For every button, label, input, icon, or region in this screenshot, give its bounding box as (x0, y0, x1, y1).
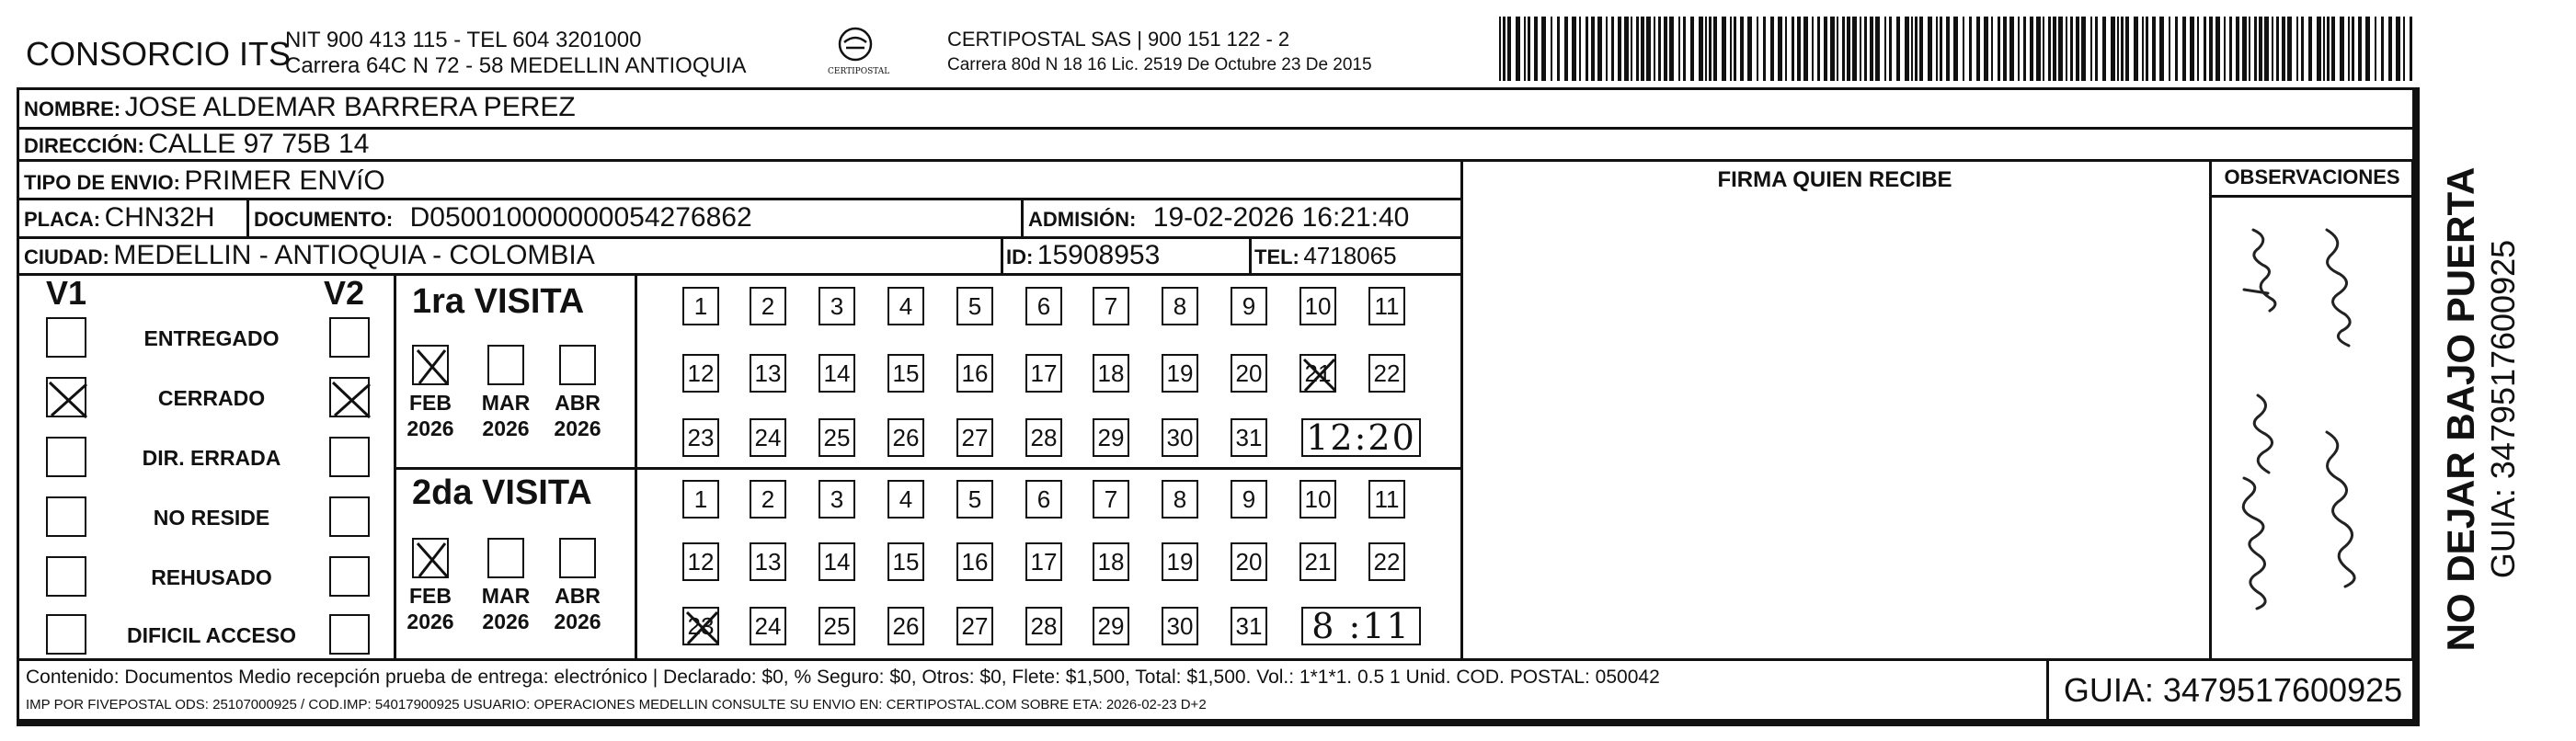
second-visit-day-box[interactable] (1299, 542, 1336, 581)
day-number: 22 (1373, 548, 1401, 576)
second-visit-day-box[interactable] (819, 542, 855, 581)
second-visit-month-label (548, 584, 607, 634)
first-visit-month-label (476, 391, 535, 441)
first-visit-month-box[interactable] (412, 345, 449, 385)
status-option-label: CERRADO (157, 386, 266, 410)
direccion-value: CALLE 97 75B 14 (148, 129, 370, 159)
second-visit-day-box[interactable] (887, 607, 924, 645)
day-number: 14 (823, 359, 851, 387)
second-visit-day-box[interactable] (682, 480, 719, 519)
month-year: 2026 (554, 416, 601, 440)
day-number: 21 (1304, 359, 1332, 387)
documento-row (254, 202, 752, 234)
first-visit-day-box[interactable] (1162, 354, 1198, 393)
day-number: 28 (1030, 424, 1058, 451)
first-visit-day-box[interactable] (1025, 354, 1062, 393)
logo-emblem-icon (837, 26, 874, 63)
first-visit-day-box[interactable] (819, 418, 855, 457)
second-visit-month-label (476, 584, 535, 634)
placa-value: CHN32H (104, 202, 215, 233)
day-number: 18 (1097, 548, 1125, 576)
second-visit-day-box[interactable] (819, 607, 855, 645)
rule-admision-split (1021, 198, 1024, 236)
nombre-label: NOMBRE: (24, 97, 121, 120)
day-number: 1 (693, 485, 708, 513)
side-guia: GUIA: 3479517600925 (2484, 239, 2522, 579)
day-number: 27 (961, 424, 989, 451)
day-number: 15 (892, 359, 920, 387)
v2-checkbox-0[interactable] (329, 317, 370, 358)
footer-content-line: Contenido: Documentos Medio recepción prueba de entrega: electrónico | Declarado: $0, % Seguro: $0, Otros: $0, Flete: $1,500, Total: $1,500. Vol.: 1*1*1. 0.5 1 Unid. COD. POSTAL: 050042 (26, 667, 1660, 688)
day-number: 5 (967, 485, 982, 513)
side-text (2439, 133, 2549, 685)
v2-label: V2 (324, 274, 365, 312)
id-value: 15908953 (1036, 240, 1161, 270)
second-visit-day-box[interactable] (1162, 542, 1198, 581)
firma-header: FIRMA QUIEN RECIBE (1717, 167, 1952, 192)
first-visit-day-box[interactable] (1025, 418, 1062, 457)
v1-checkbox-0[interactable] (46, 317, 86, 358)
day-number: 25 (823, 612, 851, 640)
second-visit-day-box[interactable] (1025, 480, 1062, 519)
footer-guia-box: GUIA: 3479517600925 (2063, 671, 2403, 709)
second-visit-day-box[interactable] (682, 542, 719, 581)
second-visit-day-box[interactable] (1299, 480, 1336, 519)
second-visit-day-box[interactable] (956, 480, 993, 519)
second-visit-day-box[interactable] (1368, 542, 1405, 581)
day-number: 4 (899, 292, 913, 320)
first-visit-day-box[interactable] (682, 287, 719, 325)
day-number: 21 (1304, 548, 1332, 576)
first-visit-month-label (401, 391, 460, 441)
month-year: 2026 (554, 609, 601, 633)
day-number: 27 (961, 612, 989, 640)
month-name: MAR (481, 584, 531, 608)
day-number: 24 (754, 424, 782, 451)
first-visit-day-box[interactable] (1368, 287, 1405, 325)
rule-visits-divider (394, 467, 1460, 470)
rule-footer-top (17, 658, 2415, 661)
observaciones-handwriting (2216, 202, 2405, 653)
v1-checkbox-5[interactable] (46, 614, 86, 655)
first-visit-day-box[interactable] (1093, 418, 1129, 457)
day-number: 12 (687, 548, 715, 576)
month-name: ABR (555, 391, 601, 415)
second-visit-title: 2da VISITA (412, 473, 592, 512)
ciudad-value: MEDELLIN - ANTIOQUIA - COLOMBIA (113, 240, 595, 270)
second-visit-day-box[interactable] (956, 607, 993, 645)
v1-checkbox-1[interactable] (46, 377, 86, 417)
day-number: 20 (1235, 359, 1263, 387)
day-number: 7 (1104, 485, 1118, 513)
courier-info (947, 28, 1372, 75)
first-visit-day-box[interactable] (1093, 354, 1129, 393)
day-number: 17 (1030, 548, 1058, 576)
month-name: FEB (409, 584, 452, 608)
status-option-label: DIR. ERRADA (142, 446, 281, 470)
second-visit-day-box[interactable] (750, 607, 786, 645)
second-visit-day-box[interactable] (750, 542, 786, 581)
second-visit-day-box[interactable] (887, 480, 924, 519)
first-visit-day-box[interactable] (1231, 354, 1267, 393)
placa-label: PLACA: (24, 208, 101, 231)
day-number: 13 (754, 548, 782, 576)
company-name: CONSORCIO ITS (26, 35, 292, 73)
day-number: 25 (823, 424, 851, 451)
admision-label: ADMISIÓN: (1028, 208, 1137, 231)
v2-checkbox-3[interactable] (329, 496, 370, 537)
first-visit-day-box[interactable] (682, 418, 719, 457)
month-name: ABR (555, 584, 601, 608)
v2-checkbox-5[interactable] (329, 614, 370, 655)
day-number: 3 (830, 292, 844, 320)
direccion-row (24, 129, 369, 160)
first-visit-day-box[interactable] (956, 287, 993, 325)
first-visit-day-box[interactable] (1162, 418, 1198, 457)
day-number: 15 (892, 548, 920, 576)
rule-direccion-bottom (17, 159, 2415, 162)
first-visit-day-box[interactable] (1368, 354, 1405, 393)
second-visit-day-box[interactable] (887, 542, 924, 581)
x-mark-icon (684, 609, 721, 647)
month-year: 2026 (482, 416, 530, 440)
second-visit-day-box[interactable] (819, 480, 855, 519)
day-number: 4 (899, 485, 913, 513)
day-number: 9 (1242, 292, 1256, 320)
second-visit-day-box[interactable] (1162, 607, 1198, 645)
first-visit-day-box[interactable] (1093, 287, 1129, 325)
day-number: 6 (1036, 292, 1051, 320)
second-visit-day-box[interactable] (1368, 480, 1405, 519)
first-visit-day-box[interactable] (682, 354, 719, 393)
day-number: 8 (1173, 292, 1187, 320)
day-number: 24 (754, 612, 782, 640)
day-number: 2 (761, 485, 775, 513)
v2-checkbox-1[interactable] (329, 377, 370, 417)
x-mark-icon (331, 379, 372, 419)
day-number: 12 (687, 359, 715, 387)
ciudad-label: CIUDAD: (24, 245, 109, 268)
rule-placa-bottom (17, 236, 1460, 239)
day-number: 28 (1030, 612, 1058, 640)
tel-value: 4718065 (1303, 242, 1397, 269)
rule-id-split (1001, 236, 1003, 273)
v1-checkbox-3[interactable] (46, 496, 86, 537)
company-address-line: Carrera 64C N 72 - 58 MEDELLIN ANTIOQUIA (285, 52, 747, 78)
x-mark-icon (414, 347, 451, 387)
frame-shadow-right (2415, 87, 2420, 726)
no-dejar-bajo-puerta: NO DEJAR BAJO PUERTA (2439, 166, 2482, 652)
day-number: 23 (687, 424, 715, 451)
second-visit-month-box[interactable] (559, 538, 596, 578)
barcode-icon (1499, 17, 2419, 81)
rule-status-split (394, 273, 396, 658)
status-option-label: NO RESIDE (153, 506, 270, 530)
day-number: 18 (1097, 359, 1125, 387)
v1-label: V1 (46, 274, 87, 312)
tipo-label: TIPO DE ENVIO: (24, 171, 180, 194)
admision-value: 19-02-2026 16:21:40 (1152, 202, 1410, 233)
frame-shadow-bottom (17, 722, 2419, 726)
first-visit-day-box[interactable] (1025, 287, 1062, 325)
day-number: 11 (1374, 292, 1400, 320)
first-visit-day-box[interactable] (1231, 287, 1267, 325)
rule-obs-right (2411, 159, 2414, 658)
id-row (1006, 240, 1160, 271)
ciudad-row (24, 240, 595, 271)
tel-label: TEL: (1254, 245, 1299, 268)
id-label: ID: (1006, 245, 1034, 268)
day-number: 31 (1235, 612, 1263, 640)
day-number: 1 (693, 292, 708, 320)
company-nit-line: NIT 900 413 115 - TEL 604 3201000 (285, 28, 642, 52)
tipo-value: PRIMER ENVíO (184, 165, 385, 196)
day-number: 22 (1373, 359, 1401, 387)
observaciones-header: OBSERVACIONES (2224, 165, 2400, 188)
day-number: 29 (1097, 424, 1125, 451)
documento-label: DOCUMENTO: (254, 208, 394, 231)
first-visit-day-box[interactable] (1162, 287, 1198, 325)
day-number: 10 (1304, 292, 1332, 320)
month-year: 2026 (406, 609, 454, 633)
certipostal-logo (828, 26, 890, 76)
rule-left-panel (1460, 159, 1463, 658)
month-name: MAR (481, 391, 531, 415)
day-number: 11 (1374, 485, 1400, 513)
first-visit-day-box[interactable] (819, 287, 855, 325)
second-visit-day-box[interactable] (1231, 542, 1267, 581)
rule-months-split (635, 273, 637, 658)
x-mark-icon (414, 540, 451, 580)
rule-ciudad-bottom (17, 273, 1460, 276)
courier-address-line: Carrera 80d N 18 16 Lic. 2519 De Octubre 23 De 2015 (947, 55, 1372, 74)
day-number: 31 (1235, 424, 1263, 451)
nombre-value: JOSE ALDEMAR BARRERA PEREZ (124, 92, 576, 122)
day-number: 23 (687, 612, 715, 640)
rule-obs-header-bottom (2209, 195, 2415, 198)
first-visit-day-box[interactable] (956, 354, 993, 393)
first-visit-day-box[interactable] (750, 287, 786, 325)
month-year: 2026 (406, 416, 454, 440)
rule-obs-left (2209, 159, 2212, 658)
first-visit-month-box[interactable] (487, 345, 524, 385)
company-info (285, 28, 747, 78)
day-number: 30 (1166, 612, 1194, 640)
second-visit-time[interactable]: 8 :11 (1301, 607, 1421, 645)
tel-row (1254, 242, 1397, 270)
first-visit-day-box[interactable] (887, 418, 924, 457)
rule-placa-split (246, 198, 249, 236)
first-visit-day-box[interactable] (1299, 287, 1336, 325)
day-number: 16 (961, 359, 989, 387)
status-option-label: DIFICIL ACCESO (126, 623, 296, 647)
second-visit-day-box[interactable] (1093, 480, 1129, 519)
first-visit-day-box[interactable] (956, 418, 993, 457)
day-number: 6 (1036, 485, 1051, 513)
status-option-label: REHUSADO (151, 565, 272, 589)
month-name: FEB (409, 391, 452, 415)
footer-print-line: IMP POR FIVEPOSTAL ODS: 25107000925 / COD.IMP: 54017900925 USUARIO: OPERACIONES MEDELLIN CONSULTE SU ENVIO EN: CERTIPOSTAL.COM SOBRE ETA: 2026-02-23 D+2 (26, 697, 1207, 712)
day-number: 29 (1097, 612, 1125, 640)
first-visit-day-box[interactable] (887, 354, 924, 393)
second-visit-day-box[interactable] (956, 542, 993, 581)
second-visit-month-box[interactable] (412, 538, 449, 578)
first-visit-day-box[interactable] (819, 354, 855, 393)
day-number: 13 (754, 359, 782, 387)
second-visit-day-box[interactable] (1231, 480, 1267, 519)
status-option-label: ENTREGADO (143, 326, 280, 350)
day-number: 20 (1235, 548, 1263, 576)
day-number: 5 (967, 292, 982, 320)
second-visit-day-box[interactable] (1025, 542, 1062, 581)
day-number: 26 (892, 424, 920, 451)
first-visit-day-box[interactable] (887, 287, 924, 325)
day-number: 19 (1166, 359, 1194, 387)
first-visit-month-box[interactable] (559, 345, 596, 385)
first-visit-day-box[interactable] (1231, 418, 1267, 457)
second-visit-day-box[interactable] (682, 607, 719, 645)
day-number: 2 (761, 292, 775, 320)
day-number: 19 (1166, 548, 1194, 576)
rule-footer-guia-split (2046, 658, 2049, 722)
v2-checkbox-2[interactable] (329, 437, 370, 477)
first-visit-time[interactable]: 12:20 (1301, 418, 1421, 457)
day-number: 26 (892, 612, 920, 640)
second-visit-day-box[interactable] (1231, 607, 1267, 645)
second-visit-day-box[interactable] (1093, 542, 1129, 581)
first-visit-month-label (548, 391, 607, 441)
day-number: 10 (1304, 485, 1332, 513)
day-number: 30 (1166, 424, 1194, 451)
documento-value: D050010000000054276862 (409, 202, 752, 233)
day-number: 17 (1030, 359, 1058, 387)
rule-tipo-bottom (17, 198, 1460, 200)
nombre-row (24, 92, 576, 123)
day-number: 14 (823, 548, 851, 576)
first-visit-day-box[interactable] (750, 354, 786, 393)
rule-tel-split (1249, 236, 1252, 273)
second-visit-month-label (401, 584, 460, 634)
barcode (1499, 17, 2419, 81)
day-number: 9 (1242, 485, 1256, 513)
day-number: 7 (1104, 292, 1118, 320)
first-visit-title: 1ra VISITA (412, 282, 585, 321)
day-number: 16 (961, 548, 989, 576)
day-number: 8 (1173, 485, 1187, 513)
v1-checkbox-4[interactable] (46, 556, 86, 597)
rule-nombre-bottom (17, 127, 2415, 130)
first-visit-day-box[interactable] (1299, 354, 1336, 393)
second-visit-day-box[interactable] (1025, 607, 1062, 645)
admision-row (1028, 202, 1409, 234)
direccion-label: DIRECCIÓN: (24, 134, 144, 157)
v1-checkbox-2[interactable] (46, 437, 86, 477)
first-visit-day-box[interactable] (750, 418, 786, 457)
second-visit-day-box[interactable] (750, 480, 786, 519)
x-mark-icon (1301, 356, 1338, 394)
month-year: 2026 (482, 609, 530, 633)
second-visit-day-box[interactable] (1162, 480, 1198, 519)
second-visit-month-box[interactable] (487, 538, 524, 578)
x-mark-icon (48, 379, 88, 419)
courier-name-line: CERTIPOSTAL SAS | 900 151 122 - 2 (947, 28, 1290, 51)
tipo-row (24, 165, 385, 197)
logo-text: CERTIPOSTAL (828, 67, 890, 76)
day-number: 3 (830, 485, 844, 513)
second-visit-day-box[interactable] (1093, 607, 1129, 645)
placa-row (24, 202, 215, 234)
v2-checkbox-4[interactable] (329, 556, 370, 597)
